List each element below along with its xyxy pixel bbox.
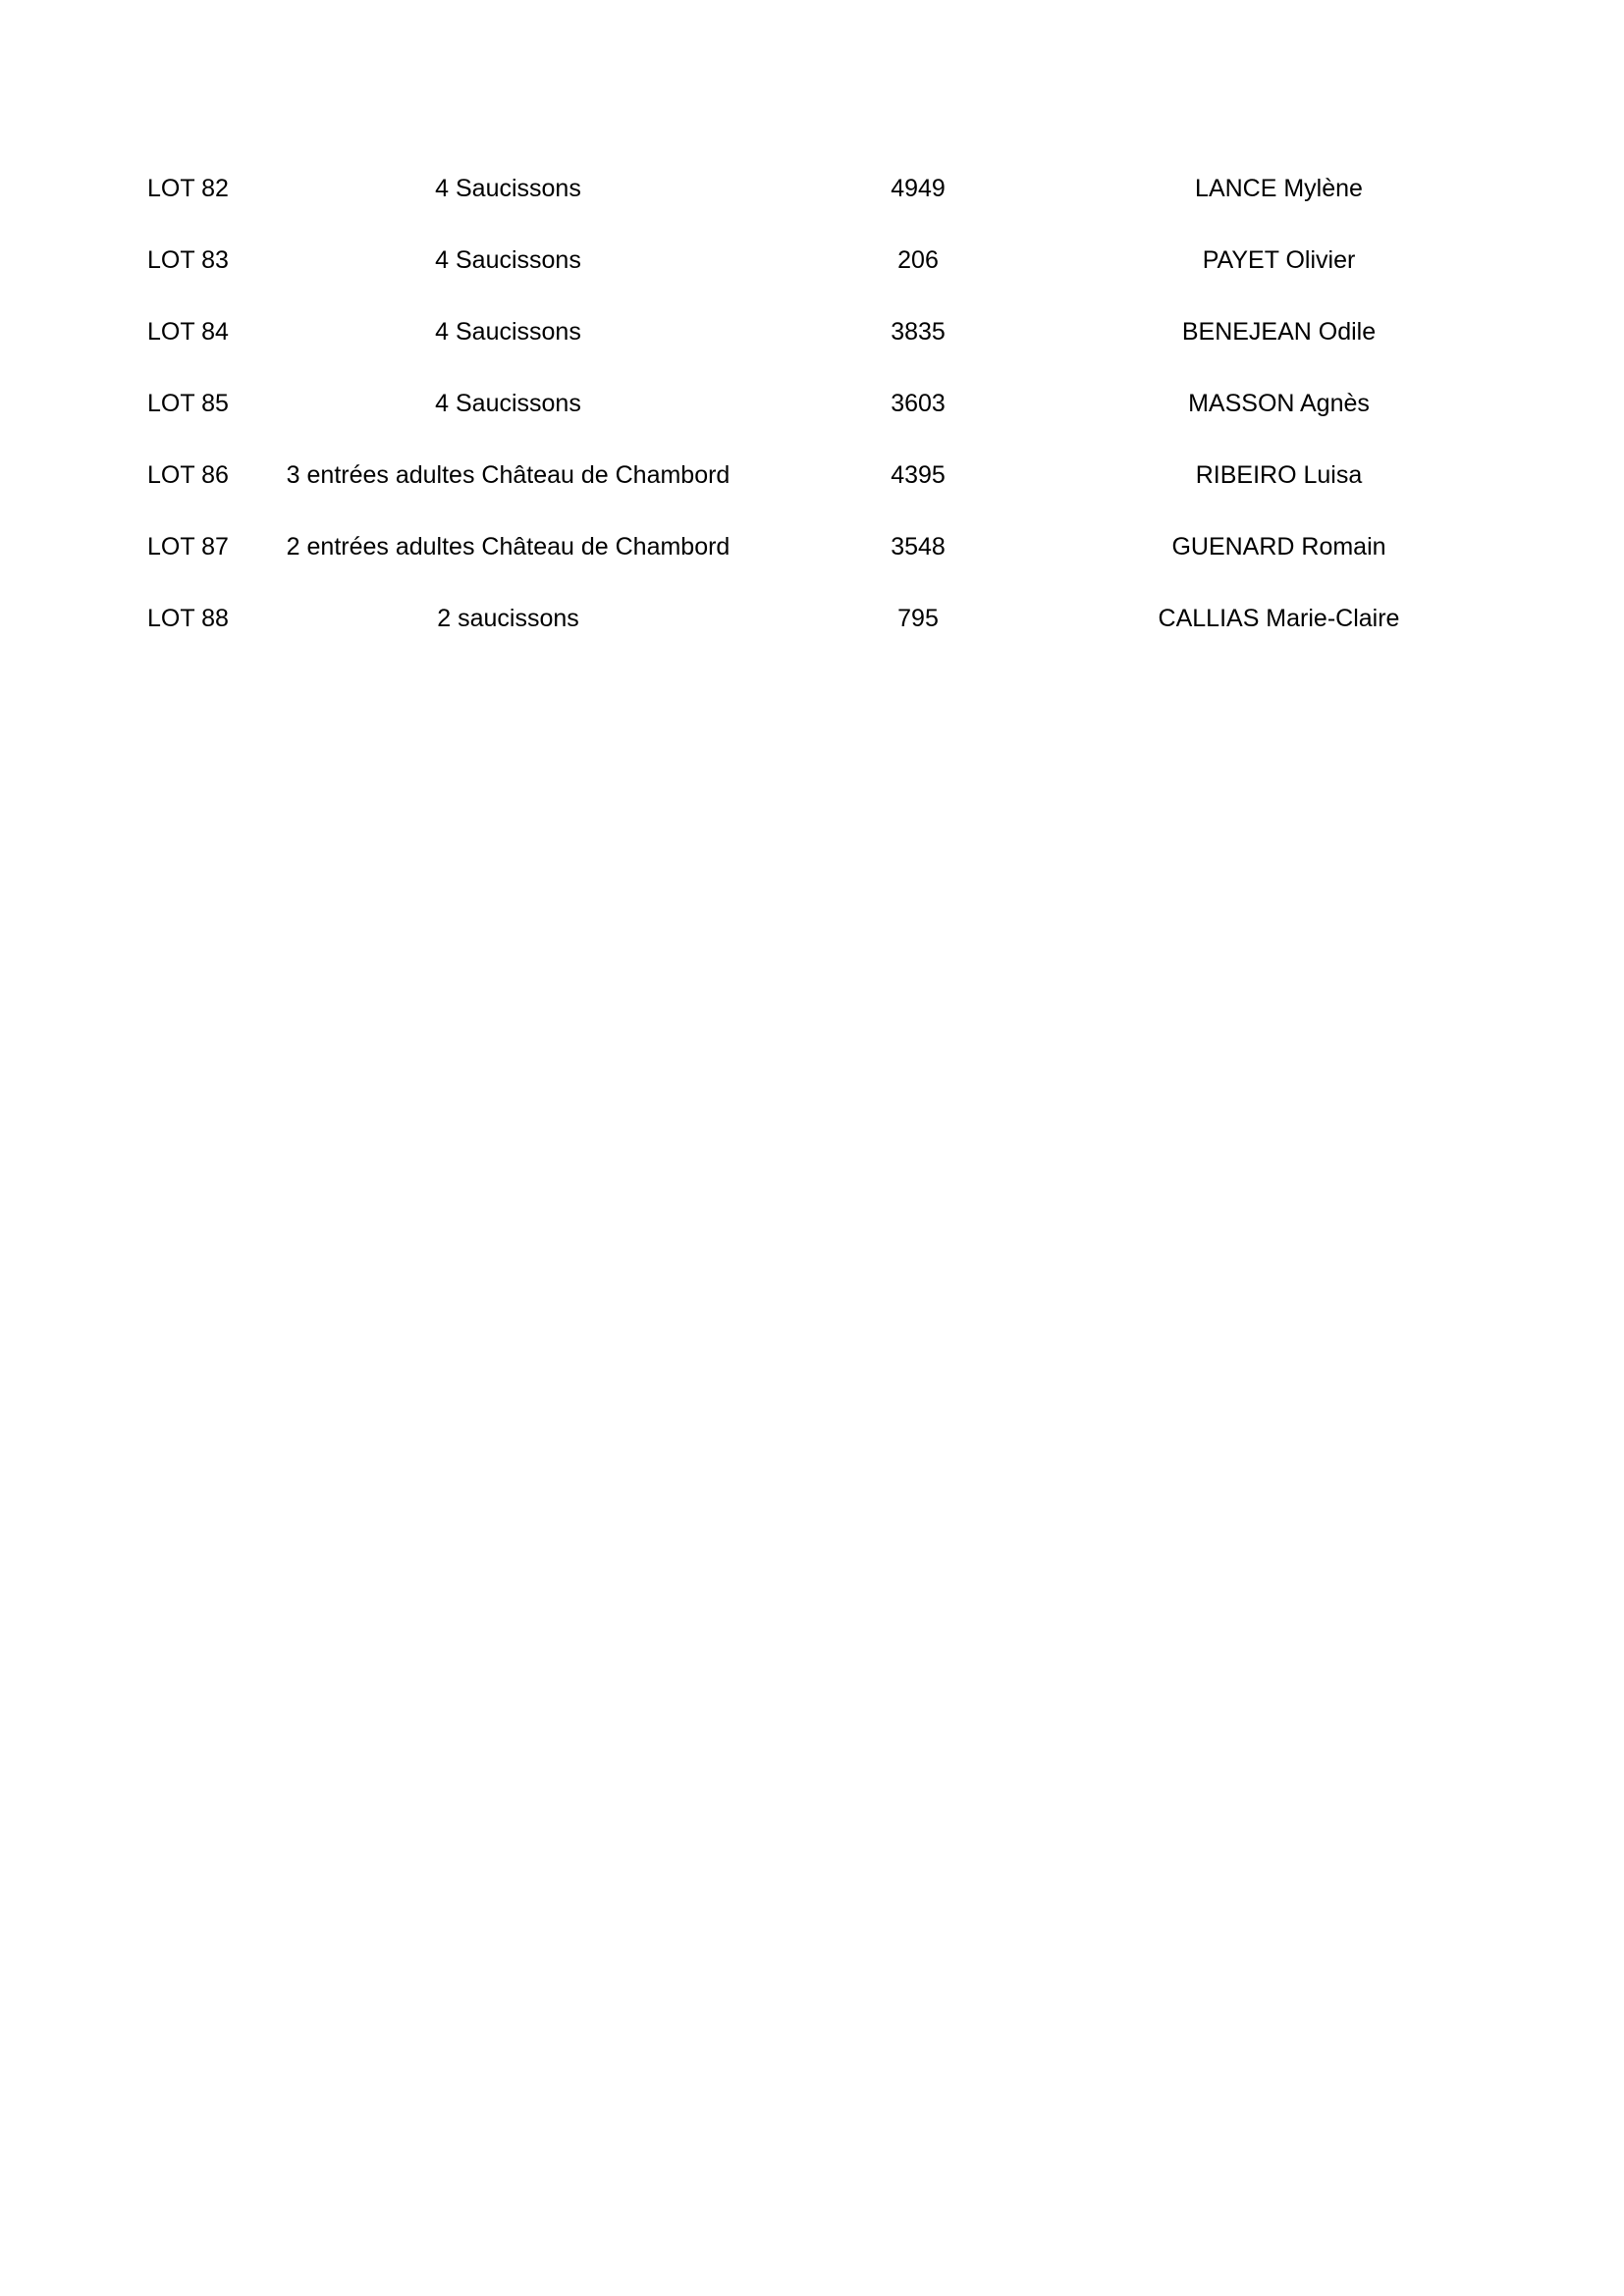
table-row xyxy=(147,368,1453,440)
prize-label: 4 Saucissons xyxy=(435,390,581,417)
lot-label: LOT 88 xyxy=(147,605,229,632)
prize-label: 4 Saucissons xyxy=(435,175,581,202)
lots-table-body xyxy=(147,153,1453,655)
lot-label: LOT 84 xyxy=(147,318,229,346)
table-row xyxy=(147,225,1453,296)
prize-label: 2 saucissons xyxy=(437,605,579,632)
ticket-number: 3603 xyxy=(891,390,946,417)
ticket-number: 3548 xyxy=(891,533,946,561)
prize-label: 2 entrées adultes Château de Chambord xyxy=(286,533,731,561)
winner-name: BENEJEAN Odile xyxy=(1181,318,1377,346)
lot-label: LOT 86 xyxy=(147,461,229,489)
ticket-number: 795 xyxy=(897,605,939,632)
lots-table xyxy=(147,153,1453,655)
lot-label: LOT 82 xyxy=(147,175,229,202)
prize-label: 4 Saucissons xyxy=(435,246,581,274)
ticket-number: 3835 xyxy=(891,318,946,346)
table-row xyxy=(147,153,1453,225)
lot-label: LOT 87 xyxy=(147,533,229,561)
table-row xyxy=(147,583,1453,655)
winner-name: MASSON Agnès xyxy=(1188,390,1370,417)
lot-label: LOT 85 xyxy=(147,390,229,417)
prize-label: 3 entrées adultes Château de Chambord xyxy=(286,461,731,489)
winner-name: RIBEIRO Luisa xyxy=(1195,461,1363,489)
ticket-number: 4395 xyxy=(891,461,946,489)
table-row xyxy=(147,296,1453,368)
ticket-number: 4949 xyxy=(891,175,946,202)
prize-label: 4 Saucissons xyxy=(435,318,581,346)
winner-name: PAYET Olivier xyxy=(1202,246,1356,274)
winner-name: CALLIAS Marie-Claire xyxy=(1158,605,1400,632)
table-row xyxy=(147,440,1453,511)
winner-name: GUENARD Romain xyxy=(1171,533,1386,561)
winner-name: LANCE Mylène xyxy=(1195,175,1363,202)
lot-label: LOT 83 xyxy=(147,246,229,274)
table-row xyxy=(147,511,1453,583)
ticket-number: 206 xyxy=(897,246,939,274)
